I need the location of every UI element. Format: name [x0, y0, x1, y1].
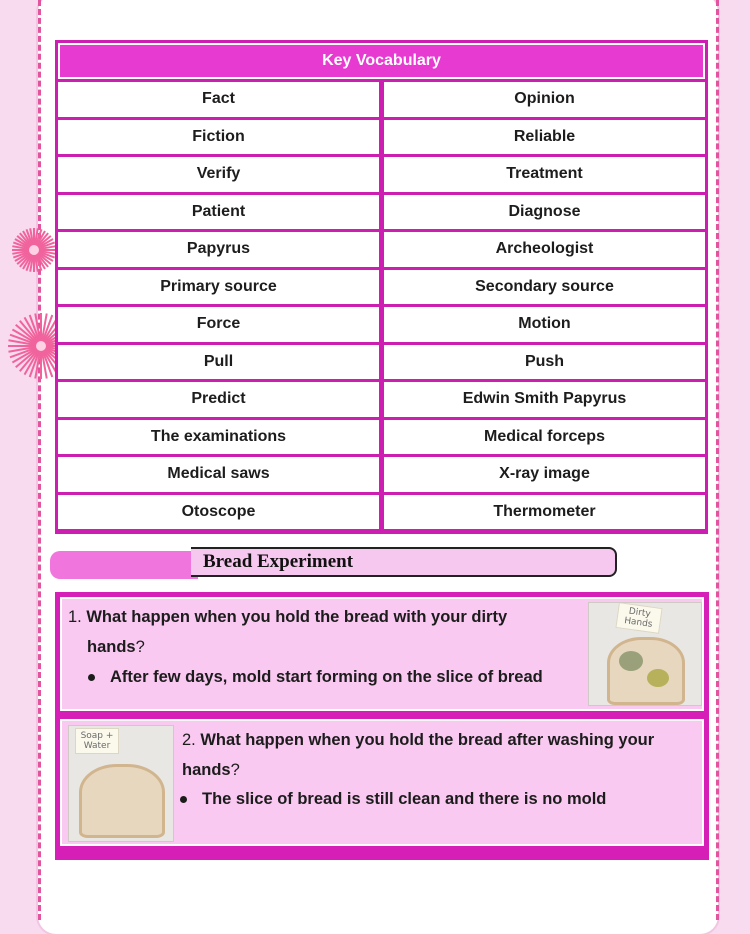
vocabulary-term: Fiction [58, 120, 379, 155]
vocabulary-term: Primary source [58, 270, 379, 305]
vocabulary-term: Motion [384, 307, 705, 342]
vocabulary-term: Treatment [384, 157, 705, 192]
vocabulary-grid [58, 82, 705, 529]
section-tab [50, 551, 198, 579]
vocabulary-term: Predict [58, 382, 379, 417]
vocabulary-term: Push [384, 345, 705, 380]
question-2 [182, 725, 712, 785]
vocabulary-title: Key Vocabulary [58, 43, 705, 79]
vocabulary-term: Thermometer [384, 495, 705, 530]
question-1-line1: What happen when you hold the bread with your dirty [86, 608, 508, 626]
question-1-mark: ? [135, 638, 145, 656]
vocabulary-term: Edwin Smith Papyrus [384, 382, 705, 417]
question-1 [68, 602, 588, 662]
vocabulary-term: Reliable [384, 120, 705, 155]
left-dashed-border [38, 0, 41, 920]
mold-spot [619, 651, 643, 671]
photo-label-dirty-hands: Dirty Hands [615, 602, 662, 634]
question-1-number: 1. [68, 608, 82, 626]
dirty-hands-photo [588, 602, 702, 706]
vocabulary-term: Opinion [384, 82, 705, 117]
section-title: Bread Experiment [191, 547, 617, 577]
vocabulary-term: Pull [58, 345, 379, 380]
vocabulary-term: Papyrus [58, 232, 379, 267]
vocabulary-term: Verify [58, 157, 379, 192]
bread-slice-image [79, 764, 165, 838]
mold-spot [647, 669, 669, 687]
photo-label-soap-water: Soap + Water [75, 728, 119, 754]
right-dashed-border [716, 0, 719, 920]
question-2-line2: hands [182, 761, 231, 779]
vocabulary-term: Medical forceps [384, 420, 705, 455]
vocabulary-term: Force [58, 307, 379, 342]
section-header [50, 547, 620, 581]
vocabulary-term: The examinations [58, 420, 379, 455]
vocabulary-term: Fact [58, 82, 379, 117]
key-vocabulary-table [55, 40, 708, 534]
vocabulary-term: Diagnose [384, 195, 705, 230]
question-1-line2: hands [87, 638, 136, 656]
answer-1: After few days, mold start forming on the slice of bread [110, 665, 543, 689]
vocabulary-term: Archeologist [384, 232, 705, 267]
question-card-2 [60, 719, 704, 846]
question-2-number: 2. [182, 731, 196, 749]
vocabulary-term: Patient [58, 195, 379, 230]
question-2-line1: What happen when you hold the bread after washing your [200, 731, 655, 749]
soap-water-photo [68, 725, 174, 842]
bread-slice-image [607, 637, 685, 705]
vocabulary-term: X-ray image [384, 457, 705, 492]
experiment-box [55, 592, 709, 860]
vocabulary-term: Secondary source [384, 270, 705, 305]
question-card-1 [60, 597, 704, 711]
pink-flower-decoration [12, 228, 56, 272]
answer-2: The slice of bread is still clean and there is no mold [202, 787, 606, 811]
vocabulary-term: Medical saws [58, 457, 379, 492]
question-2-mark: ? [230, 761, 240, 779]
vocabulary-term: Otoscope [58, 495, 379, 530]
